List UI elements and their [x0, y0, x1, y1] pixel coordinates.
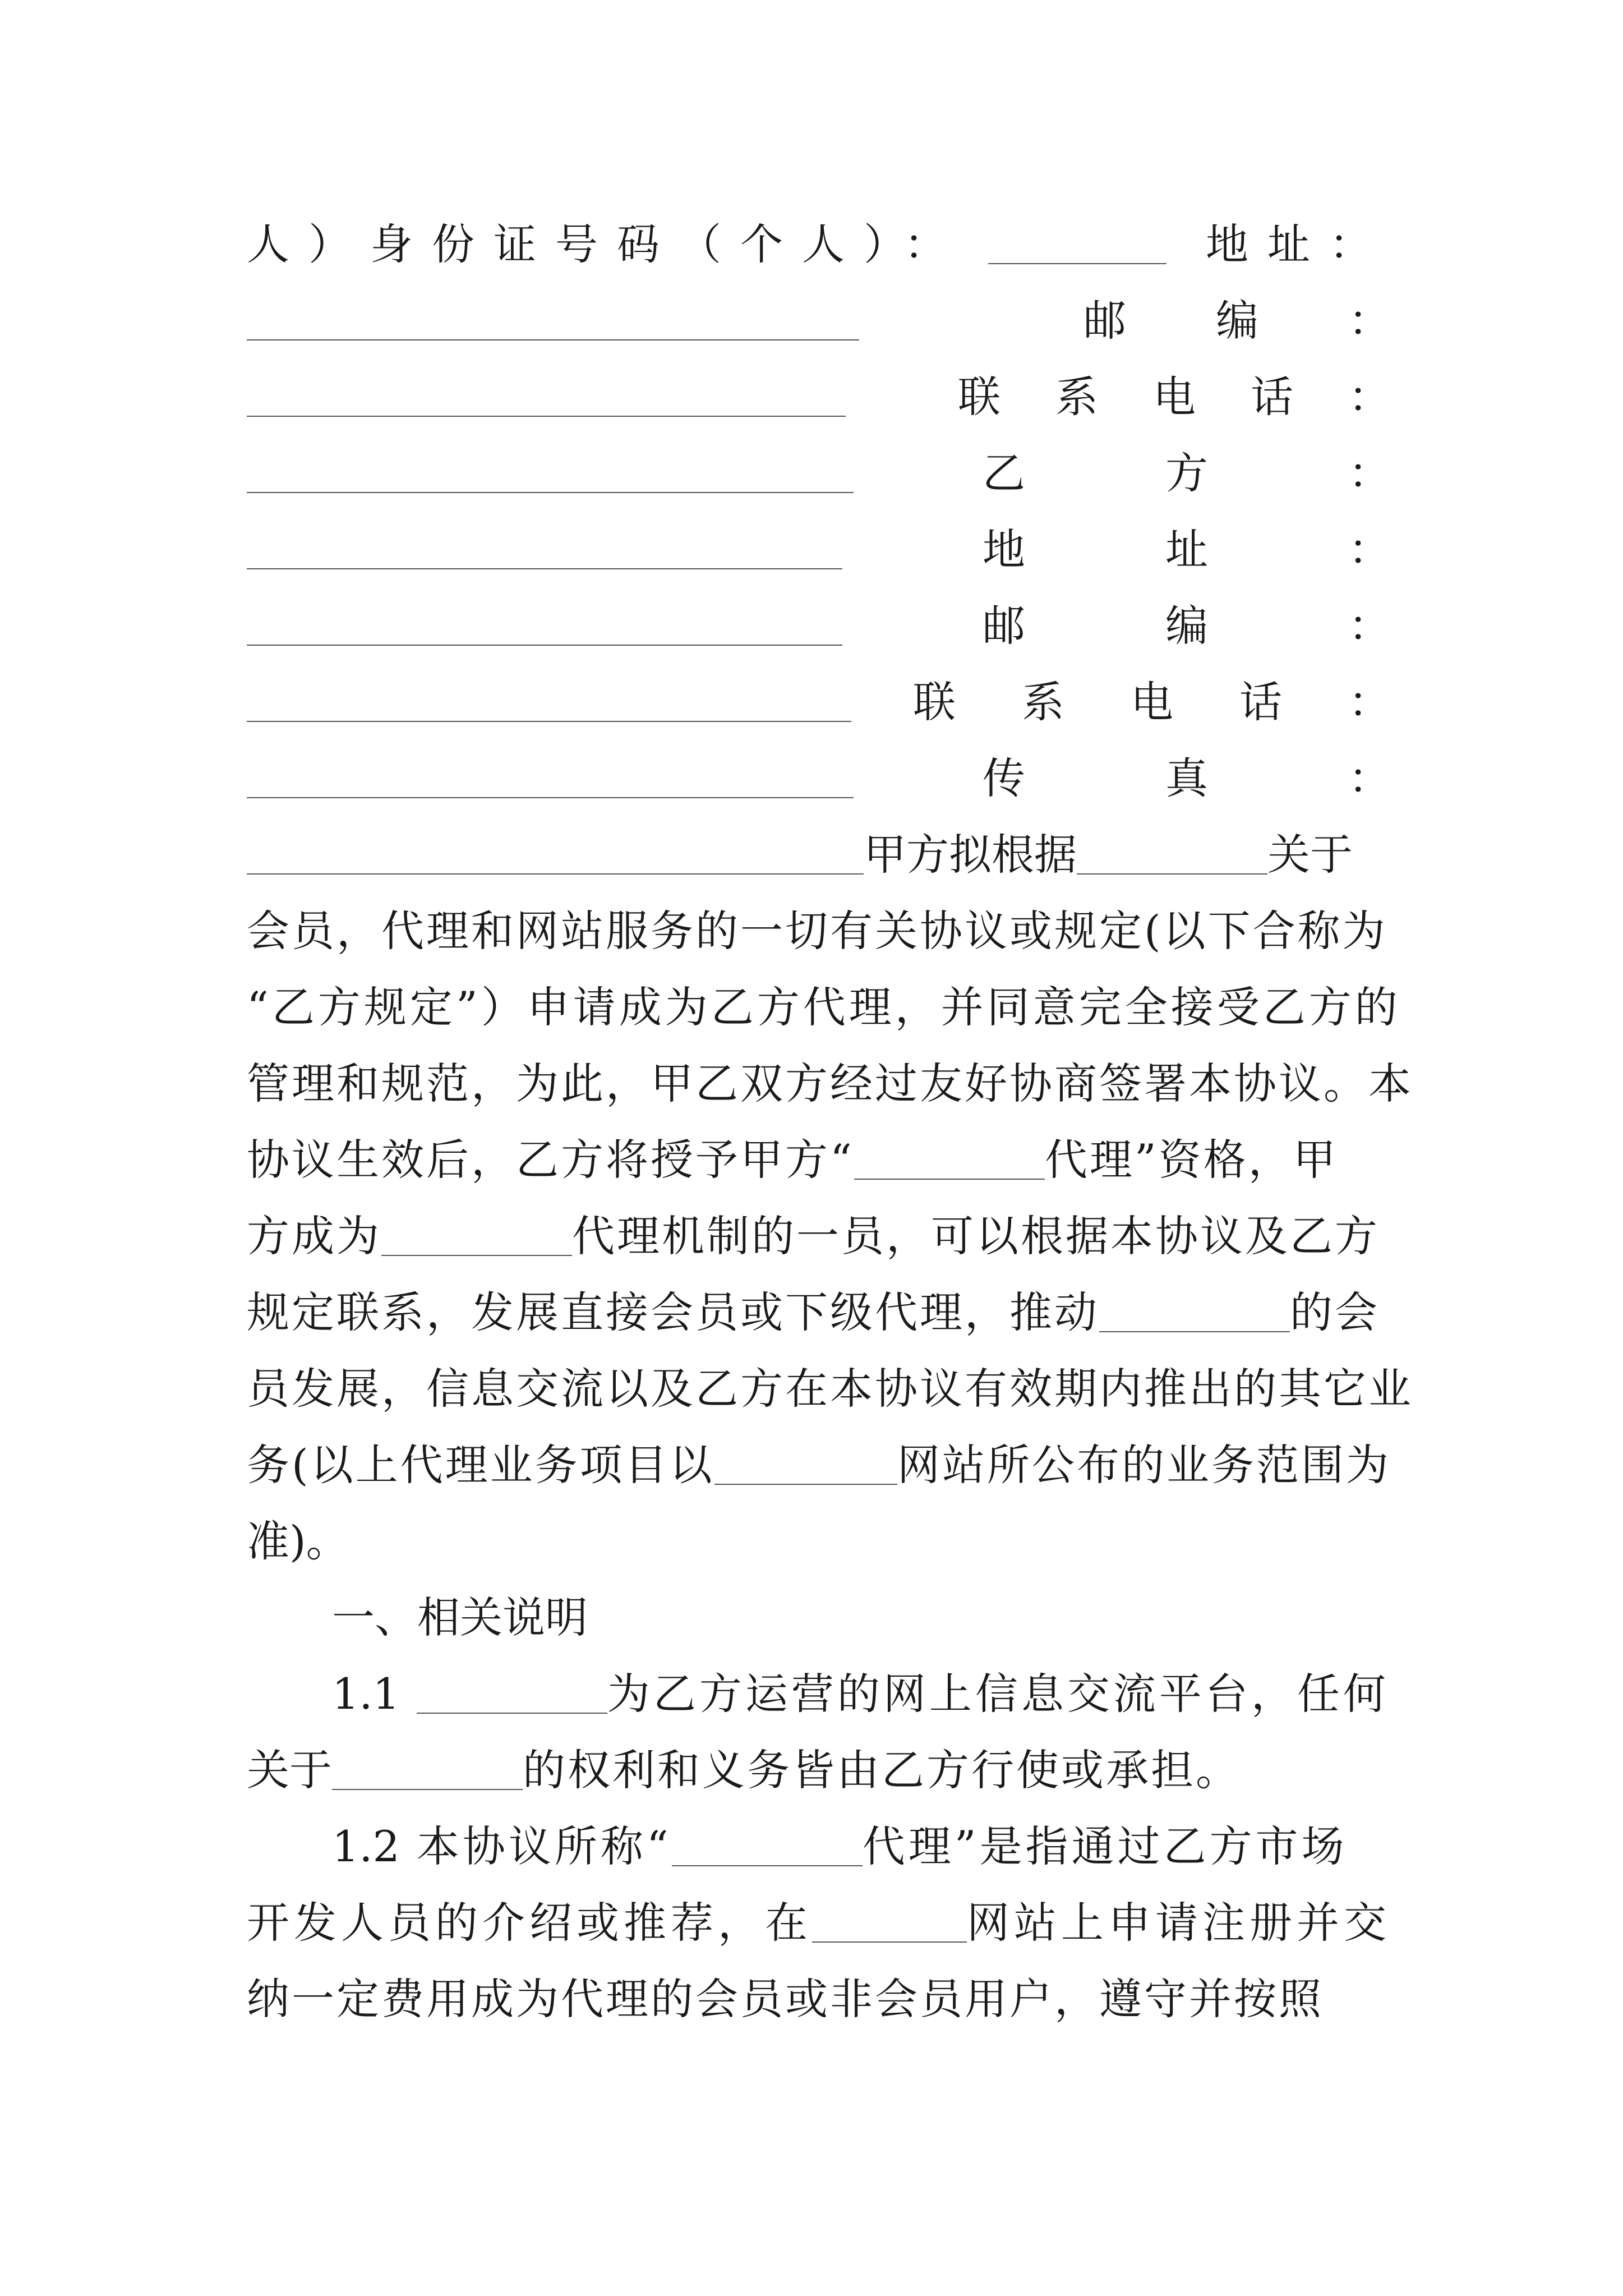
address-a-blank: [247, 337, 859, 341]
colon: ：: [1348, 524, 1391, 574]
address-b-label: 地址: [983, 524, 1348, 574]
intro-line-8: 员发展，信息交流以及乙方在本协议有效期内推出的其它业: [247, 1364, 1413, 1414]
id-number-label: 人）身份证号码（个人）：: [247, 219, 966, 269]
agency-blank-3: [672, 1863, 863, 1866]
postcode-b-blank: [247, 719, 851, 722]
clause-1-1-line-2: [247, 1737, 1391, 1804]
clause-number: 1.2: [332, 1821, 400, 1871]
postcode-a-label: 邮编: [1083, 296, 1348, 346]
intro-text: 方成为: [247, 1211, 381, 1261]
website-blank: [1077, 871, 1267, 875]
clause-1-2-line-2: [247, 1889, 1391, 1957]
intro-text: 关于: [1267, 830, 1353, 880]
party-b-label: 乙方: [983, 448, 1348, 498]
intro-text: 甲方拟根据: [864, 830, 1077, 880]
clause-number: 1.1: [332, 1669, 400, 1719]
colon: ：: [1348, 372, 1391, 422]
id-address-line: [247, 211, 1391, 278]
postcode-b-label: 邮编: [983, 601, 1348, 651]
intro-line-2: 会员，代理和网站服务的一切有关协议或规定(以下合称为: [247, 906, 1387, 956]
clause-text: 开发人员的介绍或推荐，在: [247, 1898, 812, 1948]
clause-text: 本协议所称“: [416, 1821, 672, 1871]
fax-b-line: [247, 745, 1391, 812]
clause-1-1-line-1: [247, 1660, 1391, 1728]
intro-line-3: “乙方规定”）申请成为乙方代理，并同意完全接受乙方的: [247, 982, 1401, 1032]
intro-line-4: 管理和规范，为此，甲乙双方经过友好协商签署本协议。本: [247, 1059, 1413, 1108]
intro-line-7: [247, 1279, 1391, 1346]
phone-a-label: 联系电话: [958, 372, 1348, 422]
intro-text: 规定联系，发展直接会员或下级代理，推动: [247, 1287, 1099, 1337]
intro-line-5: [247, 1126, 1391, 1194]
intro-text: 的会: [1290, 1287, 1380, 1337]
intro-text: 务(以上代理业务项目以: [247, 1440, 714, 1490]
intro-text: 代理”资格，甲: [1044, 1135, 1338, 1185]
colon: ：: [1348, 677, 1391, 727]
phone-b-line: [247, 669, 1391, 736]
intro-text: 协议生效后，乙方将授予甲方“: [247, 1135, 854, 1185]
website-blank-4: [812, 1939, 967, 1943]
postcode-b-line: [247, 592, 1391, 660]
party-b-blank: [247, 566, 842, 569]
platform-blank-2: [332, 1787, 523, 1790]
website-blank-2: [1099, 1329, 1290, 1332]
address-b-line: [247, 516, 1391, 583]
party-b-line: [247, 440, 1391, 507]
id-number-blank: [988, 261, 1166, 264]
address-label-a: 地址：: [1206, 219, 1391, 269]
colon: ：: [1348, 296, 1391, 346]
phone-a-blank: [247, 490, 854, 493]
intro-text: 代理机制的一员，可以根据本协议及乙方: [572, 1211, 1380, 1261]
agency-name-blank: [854, 1176, 1045, 1180]
agency-blank-2: [381, 1253, 572, 1256]
phone-b-blank: [247, 795, 854, 798]
clause-1-2-line-3: 纳一定费用成为代理的会员或非会员用户，遵守并按照: [247, 1974, 1324, 2024]
clause-text: 关于: [247, 1745, 332, 1795]
address-b-blank: [247, 642, 842, 646]
fax-b-label: 传真: [983, 753, 1348, 803]
clause-text: 网站上申请注册并交: [967, 1898, 1391, 1948]
intro-line-1: [247, 821, 1391, 889]
phone-a-line: [247, 364, 1391, 431]
fax-b-blank: [247, 871, 864, 875]
colon: ：: [1348, 448, 1391, 498]
intro-text: 网站所公布的业务范围为: [897, 1440, 1391, 1490]
clause-text: 的权利和义务皆由乙方行使或承担。: [523, 1745, 1241, 1795]
colon: ：: [1348, 753, 1391, 803]
platform-blank: [417, 1710, 607, 1714]
postcode-a-line: [247, 287, 1391, 355]
phone-b-label: 联系电话: [913, 677, 1348, 727]
intro-line-6: [247, 1203, 1391, 1270]
clause-text: 为乙方运营的网上信息交流平台，任何: [607, 1669, 1389, 1719]
section-1-heading: 一、相关说明: [332, 1593, 588, 1642]
clause-text: 代理”是指通过乙方市场: [862, 1821, 1348, 1871]
colon: ：: [1348, 601, 1391, 651]
website-blank-3: [714, 1481, 897, 1485]
intro-line-9: [247, 1432, 1391, 1499]
clause-1-2-line-1: [247, 1813, 1391, 1880]
intro-line-10: 准)。: [247, 1516, 349, 1566]
postcode-a-blank: [247, 413, 846, 417]
